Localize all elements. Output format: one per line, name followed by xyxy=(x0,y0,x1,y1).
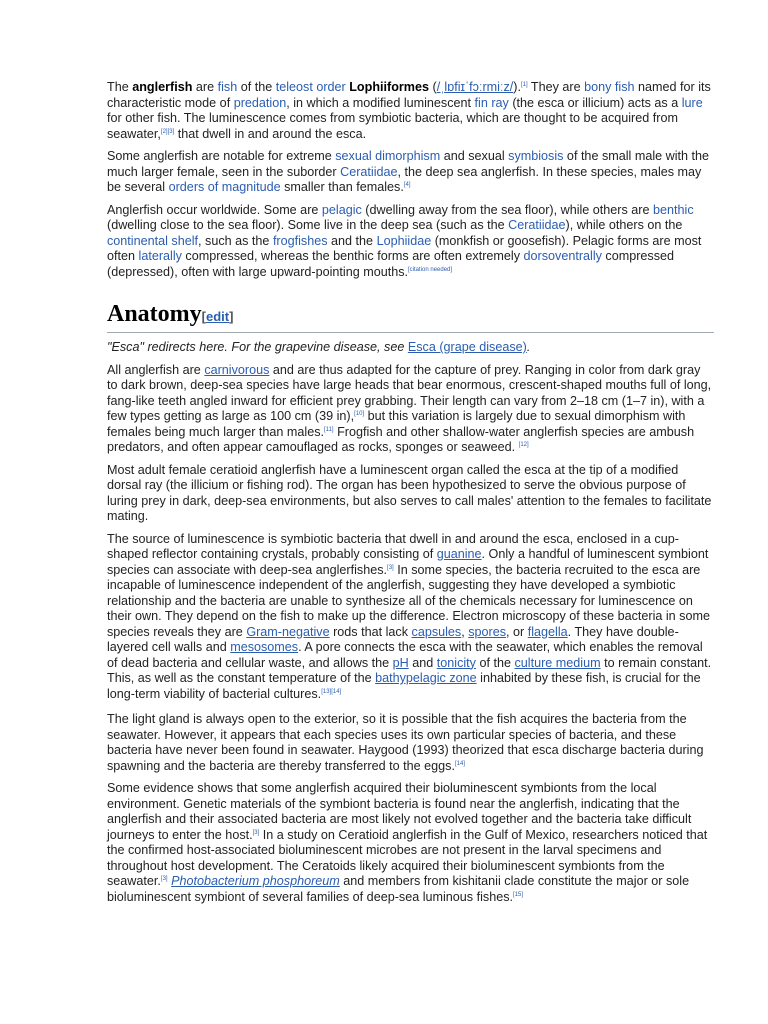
intro-paragraph-3 xyxy=(107,203,714,281)
link-bony-fish[interactable]: bony fish xyxy=(584,80,635,94)
link-lure[interactable]: lure xyxy=(681,95,703,110)
citation-15[interactable]: [15] xyxy=(513,891,524,898)
link-carnivorous[interactable]: carnivorous xyxy=(204,362,270,377)
text: Frogfish and other shallow-water anglerfish species are ambush predators, and often appear camouflaged as rocks, sponges or seaweed. xyxy=(107,424,695,454)
text: In a study on Ceratioid anglerfish in the Gulf of Mexico, researchers noticed that the confirmed host-associated bioluminescent microbes are not present in the larval specimens and throughout host development. The Ceratoids likely acquired their bioluminescent symbionts from the seawater. xyxy=(107,827,708,888)
link-lophiidae[interactable]: Lophiidae xyxy=(376,233,432,248)
text: ( xyxy=(429,80,437,94)
anatomy-paragraph-4 xyxy=(107,712,714,774)
link-fin-ray[interactable]: fin ray xyxy=(474,95,509,110)
text: and are thus adapted for the capture of prey. Ranging in color from dark gray to dark brown, deep-sea species have large heads that bear enormous, crescent-shaped mouths full of long, fang-like teeth angled inward for efficient prey grabbing. Their length can vary from 2–18 cm (1–7 in), with a few types getting as large as 100 cm (39 in), xyxy=(107,362,712,423)
text: . They have double-layered cell walls and xyxy=(107,624,679,654)
text: . Only a handful of luminescent symbiont species can associate with deep-sea anglerfishes. xyxy=(107,547,709,577)
link-tonicity[interactable]: tonicity xyxy=(436,655,476,670)
text: and the xyxy=(327,233,377,248)
text: ). xyxy=(513,80,521,94)
link-flagella[interactable]: flagella xyxy=(527,624,568,639)
link-sexual-dimorphism[interactable]: sexual dimorphism xyxy=(335,149,441,163)
text: The light gland is always open to the exterior, so it is possible that the fish acquires the bacteria from the seawater. However, it appears that each species uses its own particular species of bacteria, and these bacteria have never been found in seawater. Haygood (1993) theorized that esca discharge bacteria during spawning and the bacteria are thereby transferred to the eggs. xyxy=(107,712,704,773)
citation-2-3[interactable]: [2][3] xyxy=(160,128,175,135)
citation-3[interactable]: [3] xyxy=(160,875,168,882)
citation-needed[interactable]: [citation needed] xyxy=(408,266,453,273)
text: Some anglerfish are notable for extreme xyxy=(107,149,336,163)
text: are xyxy=(192,80,218,94)
link-capsules[interactable]: capsules xyxy=(411,624,462,639)
citation-13-14[interactable]: [13][14] xyxy=(321,688,342,695)
bold-term-anglerfish: anglerfish xyxy=(132,80,193,94)
text: to remain constant. This, as well as the constant temperature of the xyxy=(107,655,712,685)
text: for other fish. The luminescence comes from symbiotic bacteria, which are thought to be acquired from seawater, xyxy=(107,111,678,141)
text: of the xyxy=(237,80,276,94)
text: Anglerfish occur worldwide. Some are xyxy=(107,202,322,217)
text: but this variation is largely due to sexual dimorphism with females being much larger than males. xyxy=(107,409,686,439)
link-teleost[interactable]: teleost xyxy=(275,80,313,94)
text: and xyxy=(408,655,437,670)
text: (dwelling close to the sea floor). Some live in the deep sea (such as the xyxy=(107,218,509,232)
text: , such as the xyxy=(198,233,273,248)
citation-10[interactable]: [10] xyxy=(354,410,365,417)
text: . xyxy=(526,340,531,354)
link-predation[interactable]: predation xyxy=(233,95,287,110)
citation-14[interactable]: [14] xyxy=(454,760,465,767)
heading-text: Anatomy xyxy=(107,301,202,327)
text: rods that lack xyxy=(329,624,412,639)
link-laterally[interactable]: laterally xyxy=(138,249,182,263)
citation-3[interactable]: [3] xyxy=(387,564,394,571)
intro-paragraph-2 xyxy=(107,149,714,196)
link-ph[interactable]: pH xyxy=(392,655,409,670)
text: compressed, whereas the benthic forms are often extremely xyxy=(181,249,524,263)
text: . A pore connects the esca with the seawater, which enables the removal of dead bacteria and cellular waste, and allows the xyxy=(107,640,703,670)
anatomy-paragraph-3 xyxy=(107,532,714,703)
link-order[interactable]: order xyxy=(316,80,346,94)
anatomy-paragraph-1 xyxy=(107,363,714,456)
link-continental-shelf[interactable]: continental shelf xyxy=(107,233,199,248)
intro-paragraph-1 xyxy=(107,80,714,142)
anatomy-paragraph-5 xyxy=(107,781,714,905)
link-pelagic[interactable]: pelagic xyxy=(321,202,362,217)
text: and members from kishitanii clade constitute the major or sole bioluminescent symbiont of several families of deep-sea luminous fishes. xyxy=(107,874,690,904)
text: of the small male with the much larger female, seen in the suborder xyxy=(107,149,710,179)
text: ), while others on the xyxy=(565,218,683,232)
link-guanine[interactable]: guanine xyxy=(436,547,482,561)
text: and sexual xyxy=(440,149,509,163)
text: inhabited by these fish, is crucial for the long-term viability of bacterial cultures. xyxy=(107,671,701,701)
text: The xyxy=(107,80,133,94)
text: All anglerfish are xyxy=(107,362,205,377)
link-mesosomes[interactable]: mesosomes xyxy=(230,640,299,654)
link-photobacterium-phosphoreum[interactable]: Photobacterium phosphoreum xyxy=(171,874,340,888)
text: The source of luminescence is symbiotic bacteria that dwell in and around the esca, enclosed in a cup-shaped reflector containing crystals, probably consisting of xyxy=(107,531,679,561)
link-orders-of-magnitude[interactable]: orders of magnitude xyxy=(168,180,281,194)
link-ceratiidae[interactable]: Ceratiidae xyxy=(508,218,566,232)
text: that dwell in and around the esca. xyxy=(174,126,367,141)
citation-3[interactable]: [3] xyxy=(252,829,260,836)
text: (the esca or illicium) acts as a xyxy=(508,95,682,110)
text: compressed (depressed), often with large upward-pointing mouths. xyxy=(107,249,675,279)
link-bathypelagic-zone[interactable]: bathypelagic zone xyxy=(375,671,477,685)
citation-1[interactable]: [1] xyxy=(520,81,528,88)
link-spores[interactable]: spores xyxy=(468,624,507,639)
edit-bracket-open: [ xyxy=(201,309,207,324)
edit-section-link[interactable]: edit xyxy=(206,309,230,324)
citation-4[interactable]: [4] xyxy=(403,181,411,188)
link-pronunciation[interactable]: /ˌlɒfiɪˈfɔːrmiːz/ xyxy=(436,80,514,94)
hatnote xyxy=(107,340,714,356)
text: (dwelling away from the sea floor), while others are xyxy=(361,202,653,217)
link-symbiosis[interactable]: symbiosis xyxy=(508,149,564,163)
link-gram-negative[interactable]: Gram-negative xyxy=(246,624,330,639)
text: , in which a modified luminescent xyxy=(286,95,475,110)
link-benthic[interactable]: benthic xyxy=(653,202,694,217)
text: smaller than females. xyxy=(280,180,404,194)
text: In some species, the bacteria recruited to the esca are incapable of luminescence independent of the anglerfish, suggesting they have developed a symbiotic relationship and the bacteria are unable to synthesize all of the chemicals necessary for luminescence on their own. They depend on the fish to make up the difference. Electron microscopy of these bacteria in some species reveals they are xyxy=(107,562,710,639)
text: They are xyxy=(527,80,585,94)
link-ceratiidae[interactable]: Ceratiidae xyxy=(340,164,398,179)
link-dorsoventrally[interactable]: dorsoventrally xyxy=(523,249,602,263)
text: , the deep sea anglerfish. In these species, males may be several xyxy=(107,164,702,194)
text: Some evidence shows that some anglerfish acquired their bioluminescent symbionts from the local environment. Genetic materials of the symbiont bacteria is found near the anglerfish, indicating that the anglerfish and their associated bacteria are most likely not evolved together and the bacteria take difficult journeys to enter the host. xyxy=(107,781,692,842)
text: , xyxy=(461,624,469,639)
anatomy-paragraph-2: Most adult female ceratioid anglerfish have a luminescent organ called the esca at the tip of a modified dorsal ray (the illicium or fishing rod). The organ has been hypothesized to serve the obvious purpose of luring prey in dark, deep-sea environments, but also serves to call males' attention to the females to facilitate mating. xyxy=(107,462,712,523)
link-culture-medium[interactable]: culture medium xyxy=(514,655,601,670)
text: (monkfish or goosefish). Pelagic forms are most often xyxy=(107,233,702,263)
bold-term-lophiiformes: Lophiiformes xyxy=(349,80,429,94)
text: of the xyxy=(475,655,515,670)
section-heading-anatomy xyxy=(107,300,714,333)
citation-12[interactable]: [12] xyxy=(518,441,529,448)
link-esca-grape-disease[interactable]: Esca (grape disease) xyxy=(407,340,527,354)
citation-11[interactable]: [11] xyxy=(324,426,334,433)
text: "Esca" redirects here. For the grapevine disease, see xyxy=(107,340,408,354)
edit-bracket-close: ] xyxy=(229,309,234,324)
link-frogfishes[interactable]: frogfishes xyxy=(272,233,328,248)
link-fish[interactable]: fish xyxy=(217,80,238,94)
text: , or xyxy=(506,624,528,639)
text: named for its characteristic mode of xyxy=(107,80,711,110)
